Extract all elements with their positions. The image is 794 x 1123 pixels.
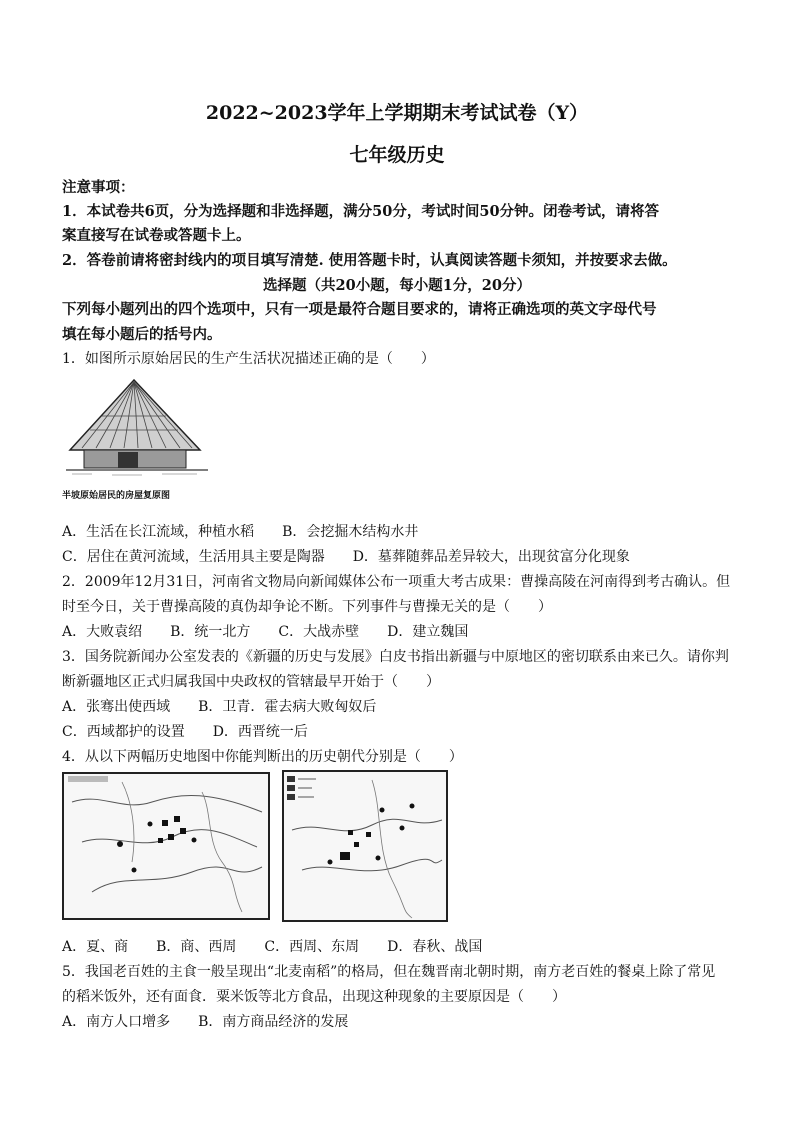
q3-options-line-1: A．张骞出使西域 B．卫青．霍去病大败匈奴后 xyxy=(62,699,377,715)
q1-options-line-1: A．生活在长江流域，种植水稻 B．会挖掘木结构水井 xyxy=(62,524,419,540)
q4-map-left xyxy=(62,772,270,920)
q4-options: A．夏、商 B．商、西周 C．西周、东周 D．春秋、战国 xyxy=(62,939,483,955)
section-instruction-line-2: 填在每小题后的括号内。 xyxy=(62,326,222,343)
notes-heading: 注意事项： xyxy=(62,179,135,196)
q3-options-line-2: C．西域都护的设置 D．西晋统一后 xyxy=(62,724,308,740)
q1-figure-caption: 半坡原始居民的房屋复原图 xyxy=(62,491,171,501)
historical-map-right xyxy=(282,770,448,922)
q3-stem-line-1: 3．国务院新闻办公室发表的《新疆的历史与发展》白皮书指出新疆与中原地区的密切联系由来已久。请你判 xyxy=(62,649,729,665)
q2-stem-line-1: 2．2009年12月31日，河南省文物局向新闻媒体公布一项重大考古成果：曹操高陵在河南得到考古确认。但 xyxy=(62,574,731,590)
q5-options-line-1: A．南方人口增多 B．南方商品经济的发展 xyxy=(62,1014,349,1030)
q1-stem: 1．如图所示原始居民的生产生活状况描述正确的是（ ） xyxy=(62,351,435,367)
q5-stem-line-2: 的稻米饭外，还有面食．粟米饭等北方食品，出现这种现象的主要原因是（ ） xyxy=(62,989,566,1005)
notes-item-1-line-1: 1．本试卷共6页，分为选择题和非选择题，满分50分，考试时间50分钟。闭卷考试，请将答 xyxy=(62,203,660,220)
hut-drawing xyxy=(62,376,212,504)
q1-options-line-2: C．居住在黄河流域，生活用具主要是陶器 D．墓葬随葬品差异较大，出现贫富分化现象 xyxy=(62,549,630,565)
section-heading: 选择题（共20小题，每小题1分，20分） xyxy=(263,277,531,294)
notes-item-1-line-2: 案直接写在试卷或答题卡上。 xyxy=(62,227,251,244)
q2-options: A．大败袁绍 B．统一北方 C．大战赤壁 D．建立魏国 xyxy=(62,624,469,640)
q1-hut-illustration xyxy=(62,376,212,504)
q4-map-right xyxy=(282,770,448,922)
q5-stem-line-1: 5．我国老百姓的主食一般呈现出“北麦南稻”的格局，但在魏晋南北朝时期，南方老百姓的餐桌上除了常见 xyxy=(62,964,716,980)
exam-subtitle: 七年级历史 xyxy=(349,144,445,166)
q4-stem: 4．从以下两幅历史地图中你能判断出的历史朝代分别是（ ） xyxy=(62,749,463,765)
section-instruction-line-1: 下列每小题列出的四个选项中，只有一项是最符合题目要求的，请将正确选项的英文字母代号 xyxy=(62,301,657,318)
q2-stem-line-2: 时至今日，关于曹操高陵的真伪却争论不断。下列事件与曹操无关的是（ ） xyxy=(62,599,552,615)
notes-item-2: 2．答卷前请将密封线内的项目填写清楚. 使用答题卡时，认真阅读答题卡须知，并按要求去做。 xyxy=(62,252,677,269)
q3-stem-line-2: 断新疆地区正式归属我国中央政权的管辖最早开始于（ ） xyxy=(62,674,440,690)
exam-title: 2022~2023学年上学期期末考试试卷（Y） xyxy=(205,102,589,124)
historical-map-left xyxy=(62,772,270,920)
